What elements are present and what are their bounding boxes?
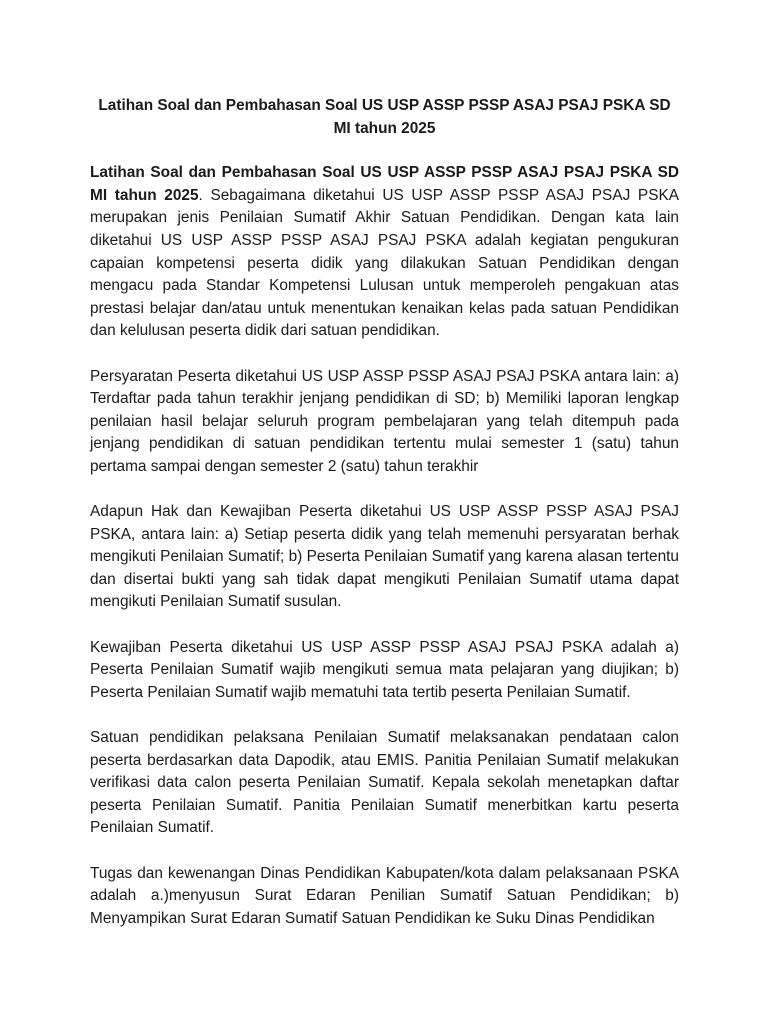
paragraph-tugas-dinas: Tugas dan kewenangan Dinas Pendidikan Kabupaten/kota dalam pelaksanaan PSKA adalah a.)menyusun Surat Edaran Penilian Sumatif Satuan Pendidikan; b) Menyampikan Surat Edaran Sumatif Satuan Pendidikan ke Suku Dinas Pendidikan <box>90 864 679 927</box>
document-body <box>90 95 679 930</box>
paragraph-persyaratan: Persyaratan Peserta diketahui US USP ASSP PSSP ASAJ PSAJ PSKA antara lain: a) Terdaftar pada tahun terakhir jenjang pendidikan di SD; b) Memiliki laporan lengkap penilaian hasil belajar seluruh program pembelajaran yang telah ditempuh pada jenjang pendidikan di satuan pendidikan tertentu mulai semester 1 (satu) tahun pertama sampai dengan semester 2 (satu) tahun terakhir <box>90 367 679 475</box>
paragraph-intro <box>90 162 679 343</box>
intro-bold-lead: Latihan Soal dan Pembahasan Soal US USP ASSP PSSP ASAJ PSAJ PSKA SD MI tahun 2025 <box>90 164 679 204</box>
document-title: Latihan Soal dan Pembahasan Soal US USP ASSP PSSP ASAJ PSAJ PSKA SD MI tahun 2025 <box>98 97 671 137</box>
paragraph-hak-kewajiban: Adapun Hak dan Kewajiban Peserta diketahui US USP ASSP PSSP ASAJ PSAJ PSKA, antara lain: a) Setiap peserta didik yang telah memenuhi persyaratan berhak mengikuti Penilaian Sumatif; b) Peserta Penilaian Sumatif yang karena alasan tertentu dan disertai bukti yang sah tidak dapat mengikuti Penilaian Sumatif utama dapat mengikuti Penilaian Sumatif susulan. <box>90 503 679 611</box>
paragraph-satuan-pendidikan: Satuan pendidikan pelaksana Penilaian Sumatif melaksanakan pendataan calon peserta berdasarkan data Dapodik, atau EMIS. Panitia Penilaian Sumatif melakukan verifikasi data calon peserta Penilaian Sumatif. Kepala sekolah menetapkan daftar peserta Penilaian Sumatif. Panitia Penilaian Sumatif menerbitkan kartu peserta Penilaian Sumatif. <box>90 729 679 837</box>
intro-text: . Sebagaimana diketahui US USP ASSP PSSP ASAJ PSAJ PSKA merupakan jenis Penilaian Sumatif Akhir Satuan Pendidikan. Dengan kata lain diketahui US USP ASSP PSSP ASAJ PSAJ PSKA adalah kegiatan pengukuran capaian kompetensi peserta didik yang dilakukan Satuan Pendidikan dengan mengacu pada Standar Kompetensi Lulusan untuk memperoleh pengakuan atas prestasi belajar dan/atau untuk menentukan kenaikan kelas pada satuan Pendidikan dan kelulusan peserta didik dari satuan pendidikan. <box>90 186 679 340</box>
paragraph-kewajiban: Kewajiban Peserta diketahui US USP ASSP PSSP ASAJ PSAJ PSKA adalah a) Peserta Penilaian Sumatif wajib mengikuti semua mata pelajaran yang diujikan; b) Peserta Penilaian Sumatif wajib mematuhi tata tertib peserta Penilaian Sumatif. <box>90 638 679 701</box>
